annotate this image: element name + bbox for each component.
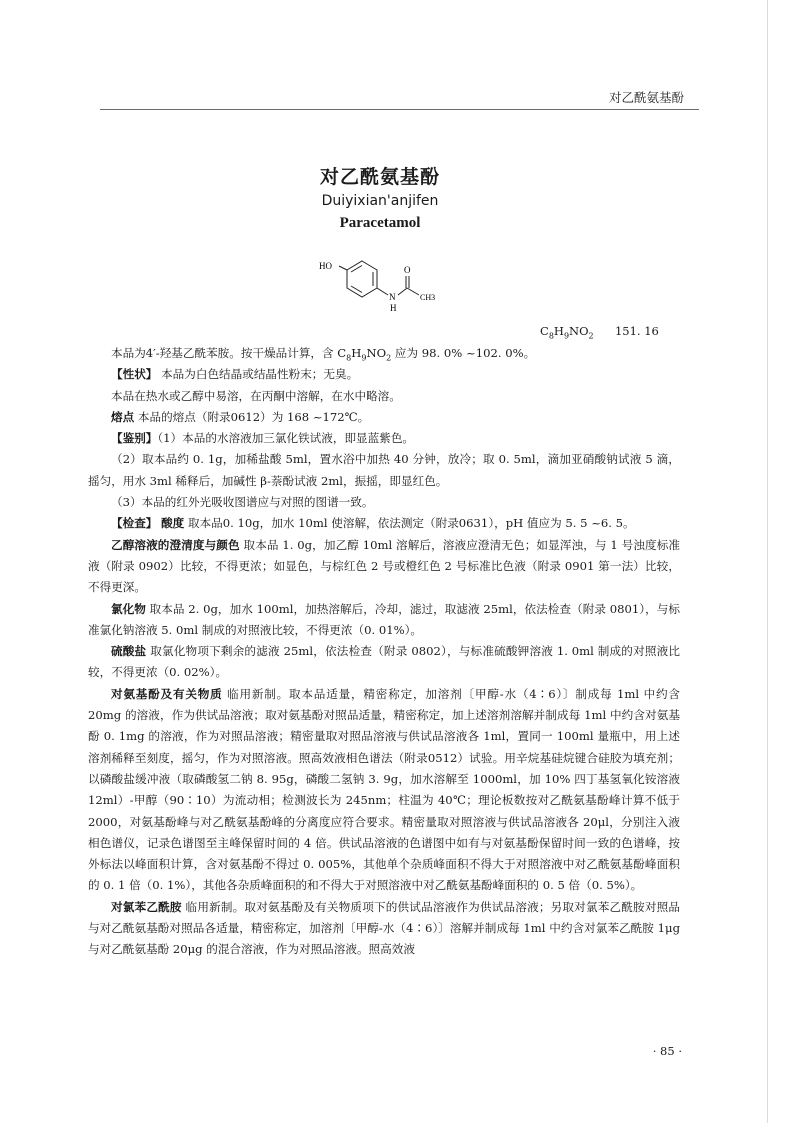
chloride-text: 取本品 2. 0g，加水 100ml，加热溶解后，冷却，滤过，取滤液 25ml，依法检查（附录 0801），与标准氯化钠溶液 5. 0ml 制成的对照液比较，不得更浓（0. 01%）。	[88, 601, 680, 637]
heading-chloride: 氯化物	[111, 601, 146, 616]
heading-related-substances: 对氨基酚及有关物质	[111, 686, 223, 701]
section-identification	[88, 428, 680, 449]
section-clarity-color	[88, 535, 680, 599]
formula-no-n: 2	[588, 331, 594, 341]
section-chloroacetanilide	[88, 897, 680, 961]
related-substances-text: 临用新制。取本品适量，精密称定，加溶剂〔甲醇-水（4∶6）〕制成每 1ml 中约含 20mg 的溶液，作为供试品溶液；取对氨基酚对照品适量，精密称定，加上述溶剂溶解并制成每 1ml 中约含对氨基酚 0. 1mg 的溶液，作为对照品溶液；精密量取对照品溶液与供试品溶液各 1ml，置同一 100ml 量瓶中，用上述溶剂稀释至刻度，摇匀，作为对照溶液。照高效液相色谱法（附录0512）试验。用辛烷基硅烷键合硅胶为填充剂；以磷酸盐缓冲液（取磷酸氢二钠 8. 95g，磷酸二氢钠 3. 9g，加水溶解至 1000ml，加 10% 四丁基氢氧化铵溶液 12ml）-甲醇（90∶10）为流动相；检测波长为 245nm；柱温为 40℃；理论板数按对乙酰氨基酚峰计算不低于 2000，对氨基酚峰与对乙酰氨基酚峰的分离度应符合要求。精密量取对照溶液与供试品溶液各 20μl，分别注入液相色谱仪，记录色谱图至主峰保留时间的 4 倍。供试品溶液的色谱图中如有与对氨基酚保留时间一致的色谱峰，按外标法以峰面积计算，含对氨基酚不得过 0. 005%，其他单个杂质峰面积不得大于对照溶液中对乙酰氨基酚峰面积的 0. 1 倍（0. 1%），其他各杂质峰面积的和不得大于对照溶液中对乙酰氨基酚峰面积的 0. 5 倍（0. 5%）。	[88, 686, 680, 893]
structure-ch3-label: CH3	[420, 293, 436, 302]
section-sulfate	[88, 641, 680, 684]
identification-text: （1）本品的水溶液加三氯化铁试液，即显蓝紫色。	[157, 431, 415, 446]
sulfate-text: 取氯化物项下剩余的滤液 25ml，依法检查（附录 0802），与标准硫酸钾溶液 1. 0ml 制成的对照液比较，不得更浓（0. 02%）。	[88, 644, 680, 680]
heading-identification: 【鉴别】	[111, 431, 158, 446]
content-paragraph	[88, 343, 680, 364]
structure-n-label: N	[389, 292, 396, 302]
formula-h: H	[553, 324, 564, 338]
structure-h-label: H	[390, 303, 397, 313]
structure-o-label: O	[404, 265, 411, 275]
formula-h-n: 9	[563, 331, 570, 341]
formula-no: NO	[569, 324, 589, 338]
heading-sulfate: 硫酸盐	[111, 644, 147, 659]
p1-text-b: H	[351, 346, 362, 360]
page-number: · 85 ·	[652, 1044, 682, 1058]
page-edge-line	[767, 0, 768, 1123]
structure-ho-label: HO	[319, 261, 332, 271]
p1-text-c: NO	[366, 346, 387, 360]
acidity-text: 取本品0. 10g，加水 10ml 使溶解，依法测定（附录0631），pH 值应为 5. 5 ~6. 5。	[184, 516, 635, 531]
title-chinese: 对乙酰氨基酚	[319, 166, 440, 188]
melting-point-text: 本品的熔点（附录0612）为 168 ~172℃。	[134, 409, 370, 424]
p1-sub-3: 2	[386, 353, 392, 363]
heading-acidity: 酸度	[161, 516, 185, 531]
molecular-formula	[540, 324, 659, 340]
monograph-body	[88, 343, 680, 961]
chloroacetanilide-text: 临用新制。取对氨基酚及有关物质项下的供试品溶液作为供试品溶液；另取对氯苯乙酰胺对照品与对乙酰氨基酚对照品各适量，精密称定，加溶剂〔甲醇-水（4∶6）〕溶解并制成每 1ml 中约含对氯苯乙酰胺 1μg 与对乙酰氨基酚 20μg 的混合溶液，作为对照品溶液。照高效液	[88, 899, 680, 957]
heading-melting-point: 熔点	[111, 409, 135, 424]
p1-sub-2: 9	[361, 353, 367, 363]
p1-text-a: 本品为4′-羟基乙酰苯胺。按干燥品计算，含 C	[111, 346, 347, 360]
content-paragraph: （2）取本品约 0. 1g，加稀盐酸 5ml，置水浴中加热 40 分钟，放冷；取 0. 5ml，滴加亚硝酸钠试液 5 滴，摇匀，用水 3ml 稀释后，加碱性 β-萘酚试液 2ml，振摇，即显红色。	[88, 452, 680, 488]
clarity-color-text: 取本品 1. 0g，加乙醇 10ml 溶解后，溶液应澄清无色；如显浑浊，与 1 号浊度标准液（附录 0902）比较，不得更浓；如显色，与棕红色 2 号或橙红色 2 号标准比色液（附录 0901 第一法）比较，不得更深。	[88, 537, 680, 595]
title-pinyin: Duiyixian'anjifen	[321, 193, 439, 209]
section-melting-point	[88, 407, 680, 428]
section-related-substances	[88, 684, 680, 897]
section-chloride	[88, 599, 680, 642]
header-rule	[100, 109, 699, 110]
content-paragraph: （3）本品的红外光吸收图谱应与对照的图谱一致。	[111, 495, 374, 510]
running-head: 对乙酰氨基酚	[608, 90, 684, 105]
structural-formula	[315, 256, 455, 320]
molecular-weight: 151. 16	[614, 324, 659, 338]
heading-clarity-color: 乙醇溶液的澄清度与颜色	[111, 537, 240, 552]
formula-c-n: 8	[548, 331, 554, 341]
heading-properties: 【性状】	[111, 367, 158, 382]
heading-tests: 【检查】	[111, 516, 158, 531]
heading-chloroacetanilide: 对氯苯乙酰胺	[111, 899, 182, 914]
content-paragraph: 本品在热水或乙醇中易溶，在丙酮中溶解，在水中略溶。	[111, 388, 401, 403]
section-tests	[88, 513, 680, 534]
formula-c: C	[540, 324, 549, 338]
p1-text-d: 应为 98. 0% ~102. 0%。	[391, 346, 536, 360]
section-properties	[88, 364, 680, 385]
title-english: Paracetamol	[339, 215, 421, 231]
p1-sub-1: 8	[346, 353, 352, 363]
properties-text: 本品为白色结晶或结晶性粉末；无臭。	[157, 367, 359, 382]
